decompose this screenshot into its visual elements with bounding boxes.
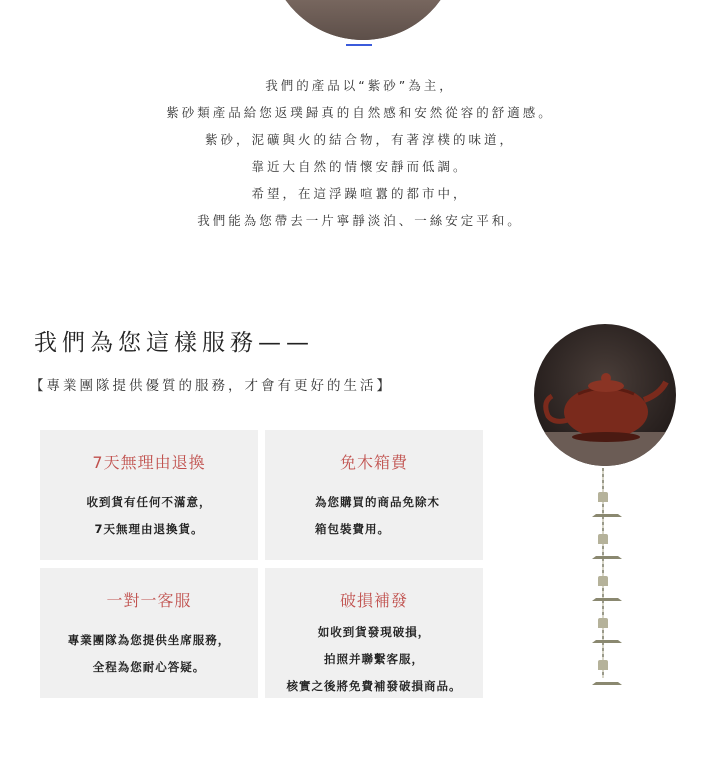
intro-text xyxy=(0,72,720,234)
charm-ornament xyxy=(592,542,622,559)
card-title: 一對一客服 xyxy=(106,591,192,610)
card-title: 破損補發 xyxy=(339,591,408,610)
intro-line: 我們能為您帶去一片寧靜淡泊、一絲安定平和。 xyxy=(197,213,523,228)
service-subtitle: 【專業團隊提供優質的服務，才會有更好的生活】 xyxy=(30,378,393,394)
service-card-box-fee xyxy=(265,430,483,560)
intro-line: 我們的產品以“紫砂”為主， xyxy=(265,78,455,93)
card-title: 7天無理由退換 xyxy=(92,453,206,472)
card-line: 如收到貨發現破損， xyxy=(317,625,431,639)
card-body xyxy=(40,627,258,681)
card-line: 7天無理由退換貨。 xyxy=(94,522,204,536)
wood-table xyxy=(268,0,458,40)
teapot-icon xyxy=(534,324,676,466)
service-title: 我們為您這樣服務—— xyxy=(34,330,314,356)
service-card-return xyxy=(40,430,258,560)
charm-ornament xyxy=(592,584,622,601)
card-line: 為您購買的商品免除木 xyxy=(315,495,440,509)
top-teapot-photo xyxy=(268,0,458,40)
card-body xyxy=(40,489,258,543)
card-body xyxy=(265,619,483,700)
intro-line: 紫砂類產品給您返璞歸真的自然感和安然從容的舒適感。 xyxy=(166,105,554,120)
card-line: 箱包裝費用。 xyxy=(315,522,390,536)
card-line: 全程為您耐心答疑。 xyxy=(92,660,206,674)
service-card-damage xyxy=(265,568,483,698)
card-body xyxy=(265,489,483,543)
card-line: 拍照并聯繫客服， xyxy=(324,652,424,666)
charm-ornament xyxy=(592,668,622,685)
divider-mark xyxy=(346,44,372,46)
intro-line: 紫砂，泥礦與火的結合物，有著淳樸的味道， xyxy=(204,132,515,147)
charm-ornament xyxy=(592,626,622,643)
service-card-support xyxy=(40,568,258,698)
charm-ornament xyxy=(592,500,622,517)
intro-line: 希望，在這浮躁喧囂的都市中， xyxy=(251,186,469,201)
intro-line: 靠近大自然的情懷安靜而低調。 xyxy=(251,159,469,174)
card-title: 免木箱費 xyxy=(339,453,408,472)
card-line: 核實之後將免費補發破損商品。 xyxy=(286,679,462,693)
card-line: 專業團隊為您提供坐席服務， xyxy=(67,633,231,647)
card-line: 收到貨有任何不滿意， xyxy=(86,495,212,509)
teapot-photo xyxy=(534,324,676,466)
